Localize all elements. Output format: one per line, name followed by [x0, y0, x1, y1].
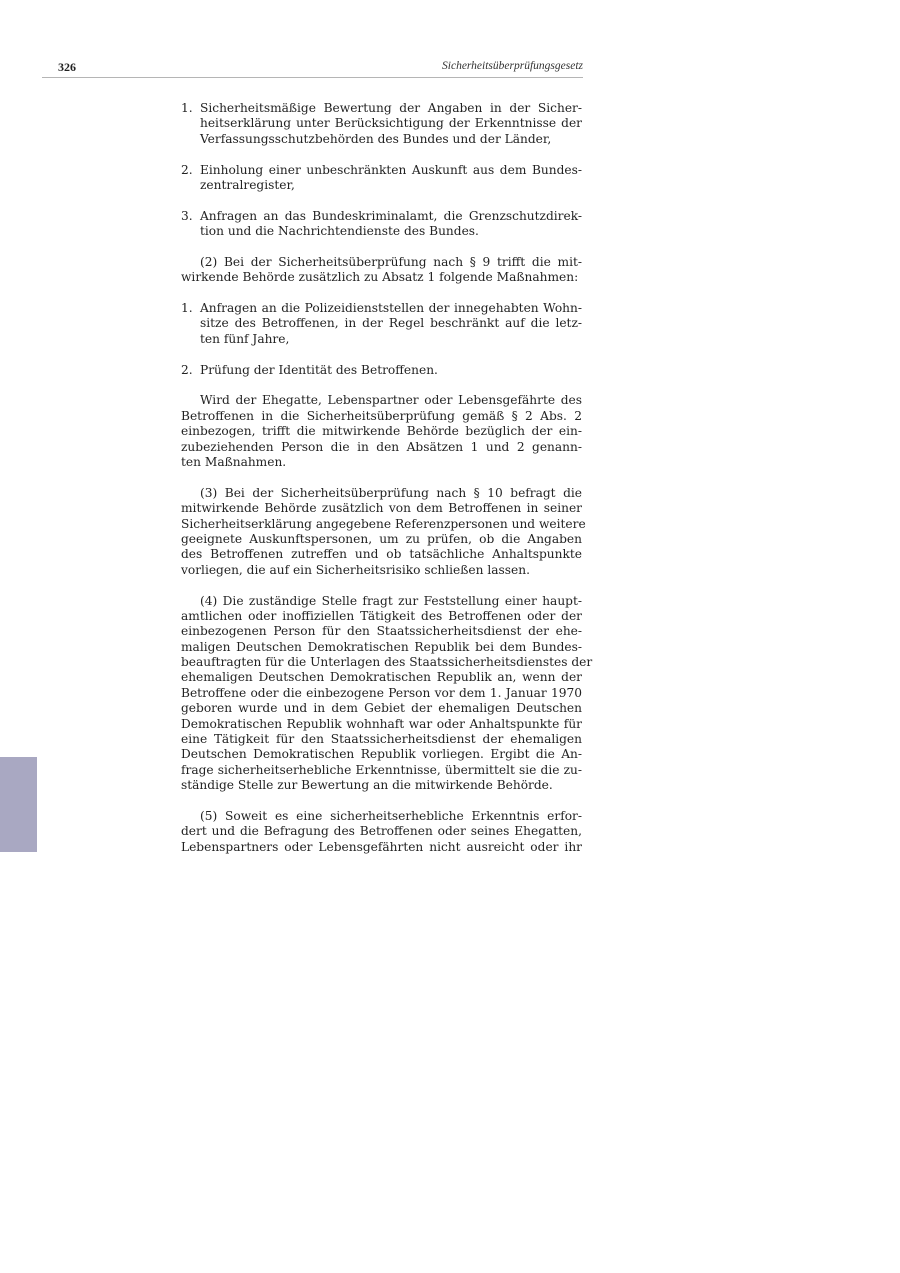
text-line: des Betroffenen zutreffen und ob tatsächliche Anhaltspunkte [181, 547, 582, 562]
text-line: Sicherheitserklärung angegebene Referenzpersonen und weitere [181, 516, 586, 531]
paragraph-5 [181, 809, 582, 855]
text-line: maligen Deutschen Demokratischen Republik bei dem Bundes- [181, 639, 582, 654]
text-line: sitze des Betroffenen, in der Regel beschränkt auf die letz- [200, 316, 582, 331]
text-line: Prüfung der Identität des Betroffenen. [200, 362, 438, 377]
text-line: heitserklärung unter Berücksichtigung der Erkenntnisse der [200, 116, 582, 131]
text-line: eine Tätigkeit für den Staatssicherheitsdienst der ehemaligen [181, 732, 582, 747]
text-line: Betroffenen in die Sicherheitsüberprüfung gemäß § 2 Abs. 2 [181, 408, 582, 423]
text-line: einbezogenen Person für den Staatssicherheitsdienst der ehe- [181, 624, 582, 639]
text-line: beauftragten für die Unterlagen des Staatssicherheitsdienstes der [181, 655, 593, 670]
list-item [181, 301, 582, 347]
page-number: 326 [58, 60, 76, 74]
text-line: ehemaligen Deutschen Demokratischen Republik an, wenn der [181, 670, 582, 685]
text-line: (5) Soweit es eine sicherheitserhebliche Erkenntnis erfor- [200, 808, 582, 823]
text-line: (3) Bei der Sicherheitsüberprüfung nach § 10 befragt die [200, 485, 582, 500]
text-line: dert und die Befragung des Betroffenen oder seines Ehegatten, [181, 824, 582, 839]
text-line: Wird der Ehegatte, Lebenspartner oder Lebensgefährte des [200, 393, 582, 408]
paragraph-2 [181, 255, 582, 286]
list-number: 3. [181, 208, 193, 223]
text-line: geboren wurde und in dem Gebiet der ehemaligen Deutschen [181, 701, 582, 716]
list-item [181, 163, 582, 194]
text-line: frage sicherheitserhebliche Erkenntnisse, übermittelt sie die zu- [181, 762, 582, 777]
text-line: Verfassungsschutzbehörden des Bundes und der Länder, [200, 131, 552, 146]
paragraph-spouse [181, 393, 582, 470]
text-line: vorliegen, die auf ein Sicherheitsrisiko schließen lassen. [181, 562, 530, 577]
list-number: 1. [181, 101, 193, 115]
document-body [181, 101, 593, 871]
text-line: Sicherheitsmäßige Bewertung der Angaben in der Sicher- [200, 101, 582, 115]
text-line: mitwirkende Behörde zusätzlich von dem Betroffenen in seiner [181, 501, 582, 516]
text-line: Demokratischen Republik wohnhaft war oder Anhaltspunkte für [181, 716, 582, 731]
text-line: ten fünf Jahre, [200, 331, 290, 346]
paragraph-3 [181, 485, 586, 578]
chapter-thumb-tab [0, 757, 37, 852]
paragraph-4 [181, 593, 593, 794]
text-line: einbezogen, trifft die mitwirkende Behörde bezüglich der ein- [181, 424, 582, 439]
text-line: Deutschen Demokratischen Republik vorliegen. Ergibt die An- [181, 747, 582, 762]
text-line: geeignete Auskunftspersonen, um zu prüfen, ob die Angaben [181, 531, 582, 546]
text-line: Einholung einer unbeschränkten Auskunft aus dem Bundes- [200, 162, 582, 177]
text-line: zubeziehenden Person die in den Absätzen 1 und 2 genann- [181, 439, 582, 454]
text-line: Betroffene oder die einbezogene Person vor dem 1. Januar 1970 [181, 685, 582, 700]
text-line: Anfragen an die Polizeidienststellen der innegehabten Wohn- [200, 301, 582, 316]
page-header [42, 60, 583, 78]
list-number: 2. [181, 162, 193, 177]
text-line: tion und die Nachrichtendienste des Bundes. [200, 224, 479, 239]
text-line: ten Maßnahmen. [181, 454, 287, 469]
list-number: 1. [181, 301, 193, 316]
list-item [181, 363, 582, 378]
text-line: ständige Stelle zur Bewertung an die mitwirkende Behörde. [181, 778, 553, 793]
text-line: Anfragen an das Bundeskriminalamt, die Grenzschutzdirek- [200, 208, 582, 223]
text-line: (4) Die zuständige Stelle fragt zur Feststellung einer haupt- [200, 593, 582, 608]
running-title: Sicherheitsüberprüfungsgesetz [442, 60, 583, 72]
text-line: wirkende Behörde zusätzlich zu Absatz 1 folgende Maßnahmen: [181, 270, 579, 285]
list-item [181, 209, 582, 240]
text-line: (2) Bei der Sicherheitsüberprüfung nach § 9 trifft die mit- [200, 254, 582, 269]
text-line: zentralregister, [200, 177, 295, 192]
text-line: amtlichen oder inoffiziellen Tätigkeit des Betroffenen oder der [181, 608, 582, 623]
list-item [181, 101, 582, 147]
text-line: Lebenspartners oder Lebensgefährten nicht ausreicht oder ihr [181, 839, 582, 854]
list-number: 2. [181, 362, 193, 377]
